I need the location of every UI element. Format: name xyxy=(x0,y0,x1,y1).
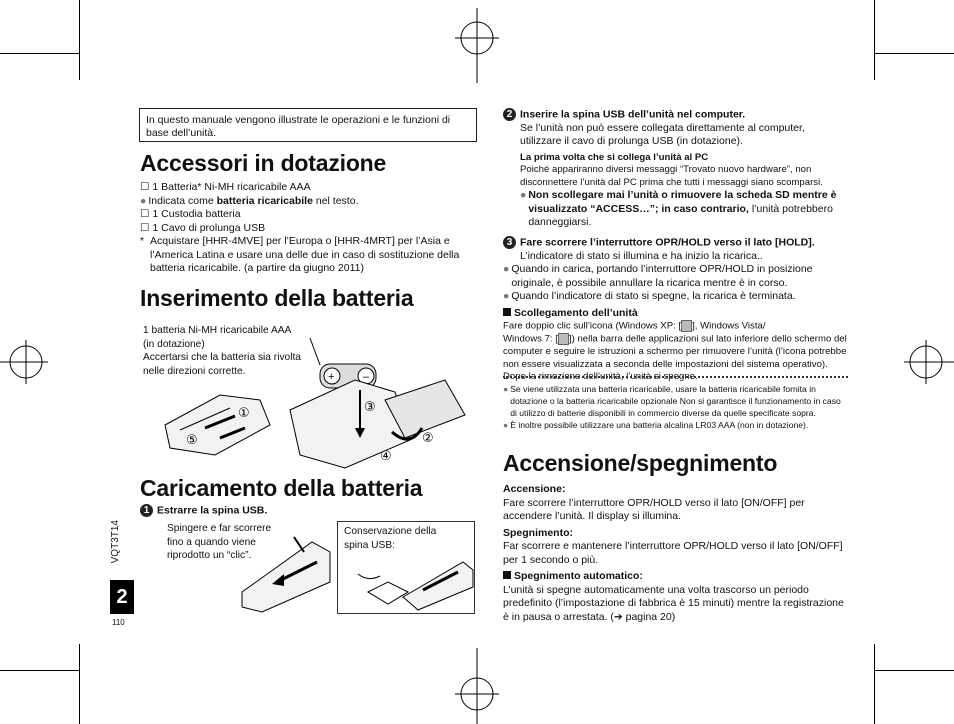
accessory-case: ☐ 1 Custodia batteria xyxy=(140,208,241,220)
accessori-list xyxy=(140,181,480,276)
section-title-caricamento: Caricamento della batteria xyxy=(140,475,423,501)
registration-mark-right xyxy=(904,340,954,384)
power-off-text: Far scorrere e mantenere l’interruttore OPR/HOLD verso il lato [ON/OFF] per 1 secondo o più. xyxy=(503,540,843,566)
page-number-tab: 2 xyxy=(110,580,134,614)
section-title-inserimento: Inserimento della batteria xyxy=(140,285,414,311)
crop-mark xyxy=(874,644,875,724)
accessory-battery: ☐ 1 Batteria* Ni-MH ricaricabile AAA xyxy=(140,181,311,193)
square-bullet-icon xyxy=(503,308,511,316)
checkbox-icon: ☐ xyxy=(140,208,150,220)
bullet-icon: ● xyxy=(503,263,510,276)
warning-note: ● Non scollegare mai l’unità o rimuovere la scheda SD mentre è visualizzato “ACCESS…”; in caso contrario, l’unità potrebbero danneggiarsi. xyxy=(520,189,837,229)
power-off-title: Spegnimento: xyxy=(503,526,573,539)
power-section xyxy=(503,483,848,624)
power-on-text: Fare scorrere l’interruttore OPR/HOLD verso il lato [ON/OFF] per accendere l’unità. Il display si illumina. xyxy=(503,496,805,522)
step3-title: 3 Fare scorrere l’interruttore OPR/HOLD verso il lato [HOLD]. xyxy=(503,236,848,250)
intro-box: In questo manuale vengono illustrate le operazioni e le funzioni di base dell’unità. xyxy=(139,108,477,142)
bullet-icon: ● xyxy=(503,420,509,430)
crop-mark xyxy=(79,644,80,724)
section-title-accessori: Accessori in dotazione xyxy=(140,150,387,176)
bullet-icon: ● xyxy=(520,189,527,202)
section-title-accensione: Accensione/spegnimento xyxy=(503,450,778,476)
disconnect-text: Fare doppio clic sull’icona (Windows XP: [ ], Windows Vista/ Windows 7: [ ]) nella barra delle applicazioni sul lato inferiore dello schermo del computer e seguire le istruzioni a schermo per rimuovere l’unità (l’icona potrebbe non essere visualizzata a seconda delle impostazioni del sistema operativo). Dopo la rimozione dell’unità, l’unità si spegne. xyxy=(503,320,847,383)
accessory-battery-note: ● Indicata come batteria ricaricabile nel testo. xyxy=(140,194,359,207)
bullet-icon: ● xyxy=(503,290,510,303)
registration-mark-left xyxy=(0,340,48,384)
step3-text: L’indicatore di stato si illumina e ha inizio la ricarica.. xyxy=(520,249,763,262)
crop-mark xyxy=(874,670,954,671)
crop-mark xyxy=(79,0,80,80)
safe-remove-icon-xp xyxy=(681,320,692,332)
note-alkaline: ● È inoltre possibile utilizzare una batteria alcalina LR03 AAA (non in dotazione). xyxy=(503,420,809,430)
note-battery: ● Se viene utilizzata una batteria ricaricabile, usare la batteria ricaricabile fornita in dotazione o la batteria ricaricabile opzionale Non si garantisce il funzionamento in caso di utilizzo di batterie disponibili in commercio diverse da quelle specificate sopra. xyxy=(503,384,841,418)
accessory-cable: ☐ 1 Cavo di prolunga USB xyxy=(140,221,266,234)
crop-mark xyxy=(0,53,80,54)
svg-text:③: ③ xyxy=(364,400,376,415)
svg-text:①: ① xyxy=(238,406,250,421)
crop-mark xyxy=(874,0,875,80)
crop-mark xyxy=(0,670,80,671)
usb-storage-box: Conservazione della spina USB: xyxy=(337,521,475,614)
auto-off-text: L’unità si spegne automaticamente una volta trascorso un periodo predefinito (l’impostazione di fabbrica è 15 minuti) mentre la registrazione è in pausa o arrestata. (➔ pagina 20) xyxy=(503,583,844,623)
right-column xyxy=(503,108,848,384)
auto-off-title: Spegnimento automatico: xyxy=(503,570,848,584)
usb-extract-illustration xyxy=(232,522,332,614)
svg-text:+: + xyxy=(328,371,335,383)
first-time-title: La prima volta che si collega l’unità al PC xyxy=(520,151,709,163)
checkbox-icon: ☐ xyxy=(140,221,150,234)
charge-bullet-a: ● Quando in carica, portando l’interruttore OPR/HOLD in posizione originale, è possibile annullare la ricarica mentre è in corso. xyxy=(503,263,813,289)
first-time-text: Poiché appariranno diversi messaggi “Trovato nuovo hardware”, non disconnettere l’unità dal PC prima che tutti i messaggi siano scomparsi. xyxy=(520,164,823,188)
disconnect-title: Scollegamento dell’unità xyxy=(503,307,848,321)
bullet-icon: ● xyxy=(140,194,147,207)
usb-storage-illustration xyxy=(348,542,474,612)
registration-mark-top xyxy=(455,8,499,83)
registration-mark-bottom xyxy=(455,648,499,724)
dotted-divider xyxy=(503,376,848,378)
step2-title: 2 Inserire la spina USB dell’unità nel computer. xyxy=(503,108,848,122)
svg-text:⑤: ⑤ xyxy=(186,433,198,448)
charge-bullet-b: ● Quando l’indicatore di stato si spegne, la ricarica è terminata. xyxy=(503,290,796,303)
page-number-small: 110 xyxy=(112,618,125,627)
checkbox-icon: ☐ xyxy=(140,181,150,193)
charge-step1-text: Spingere e far scorrere fino a quando viene riprodotto un “clic”. xyxy=(167,523,272,561)
doc-code: VQT3T14 xyxy=(110,520,121,564)
svg-text:②: ② xyxy=(422,431,434,446)
safe-remove-icon-vista xyxy=(558,333,569,345)
notes xyxy=(503,383,848,431)
power-on-title: Accensione: xyxy=(503,483,566,495)
square-bullet-icon xyxy=(503,571,511,579)
charge-step1-title: 1 Estrarre la spina USB. xyxy=(140,504,267,518)
step2-text: Se l’unità non può essere collegata direttamente al computer, utilizzare il cavo di prolunga USB (in dotazione). xyxy=(520,121,805,148)
svg-text:–: – xyxy=(363,371,370,383)
accessory-footnote: * Acquistare [HHR-4MVE] per l’Europa o [HHR-4MRT] per l’Asia e l’America Latina e usare una delle due in caso di sostituzione della batteria ricaricabile. (a partire da giugno 2011) xyxy=(140,235,460,274)
battery-caption: 1 batteria Ni-MH ricaricabile AAA (in dotazione) Accertarsi che la batteria sia rivolta nelle direzioni corrette. xyxy=(143,325,301,377)
bullet-icon: ● xyxy=(503,384,509,394)
battery-insert-illustration xyxy=(160,320,480,470)
svg-text:④: ④ xyxy=(380,449,392,464)
crop-mark xyxy=(874,53,954,54)
